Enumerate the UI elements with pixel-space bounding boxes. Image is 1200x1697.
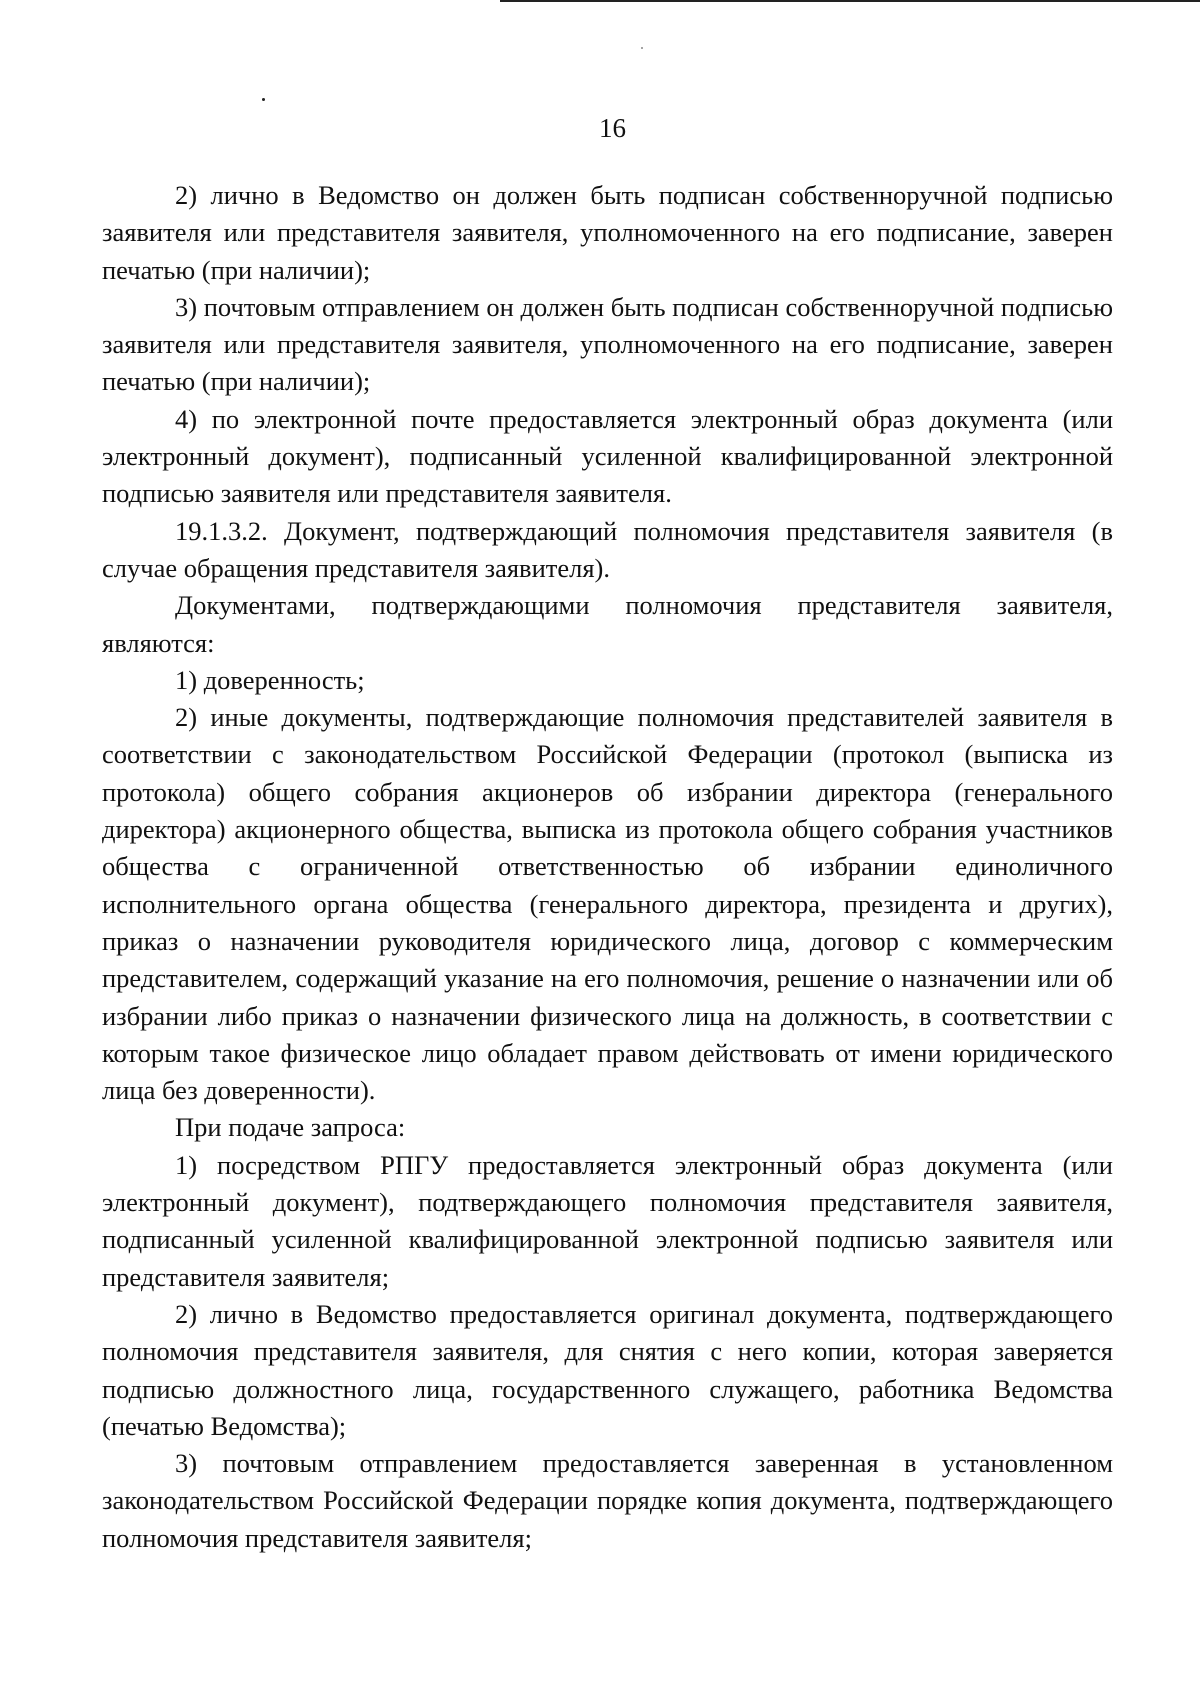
paragraph: 3) почтовым отправлением он должен быть подписан собственноручной подписью заявителя или представителя заявителя, уполномоченного на его подписание, заверен печатью (при наличии); — [102, 291, 1113, 397]
paragraph: 2) лично в Ведомство он должен быть подписан собственноручной подписью заявителя или представителя заявителя, уполномоченного на его подписание, заверен печатью (при наличии); — [102, 180, 1113, 285]
scan-top-edge-line — [500, 0, 1200, 2]
paragraph: 2) иные документы, подтверждающие полномочия представителей заявителя в соответствии с законодательством Российской Федерации (протокол (выписка из протокола) общего собрания акционеров об избрании директора (генерального директора) акционерного общества, выписка из протокола общего собрания участников общества с ограниченной ответственностью об избрании единоличного исполнительного органа общества (генерального директора, президента и других), приказ о назначении руководителя юридического лица, договор с коммерческим представителем, содержащий указание на его полномочия, решение о назначении или об избрании либо приказ о назначении физического лица на должность, в соответствии с которым такое физическое лицо обладает правом действовать от имени юридического лица без доверенности). — [102, 702, 1113, 1106]
scan-speck — [262, 98, 265, 101]
paragraph: 2) лично в Ведомство предоставляется оригинал документа, подтверждающего полномочия представителя заявителя, для снятия с него копии, которая заверяется подписью должностного лица, государственного служащего, работника Ведомства (печатью Ведомства); — [102, 1298, 1113, 1441]
paragraph: 19.1.3.2. Документ, подтверждающий полномочия представителя заявителя (в случае обращения представителя заявителя). — [102, 515, 1113, 583]
scan-speck — [641, 47, 643, 49]
paragraph: Документами, подтверждающими полномочия представителя заявителя, являются: — [102, 590, 1113, 658]
paragraph: 4) по электронной почте предоставляется электронный образ документа (или электронный документ), подписанный усиленной квалифицированной электронной подписью заявителя или представителя заявителя. — [102, 403, 1113, 509]
paragraph: 1) доверенность; — [175, 664, 365, 695]
paragraph: 3) почтовым отправлением предоставляется заверенная в установленном законодательством Российской Федерации порядке копия документа, подтверждающего полномочия представителя заявителя; — [102, 1448, 1113, 1553]
paragraph: При подаче запроса: — [175, 1112, 406, 1143]
paragraph: 1) посредством РПГУ предоставляется электронный образ документа (или электронный документ), подтверждающего полномочия представителя заявителя, подписанный усиленной квалифицированной электронной подписью заявителя или представителя заявителя; — [102, 1149, 1113, 1292]
document-body — [102, 177, 1113, 1557]
page-number: 16 — [599, 113, 626, 143]
